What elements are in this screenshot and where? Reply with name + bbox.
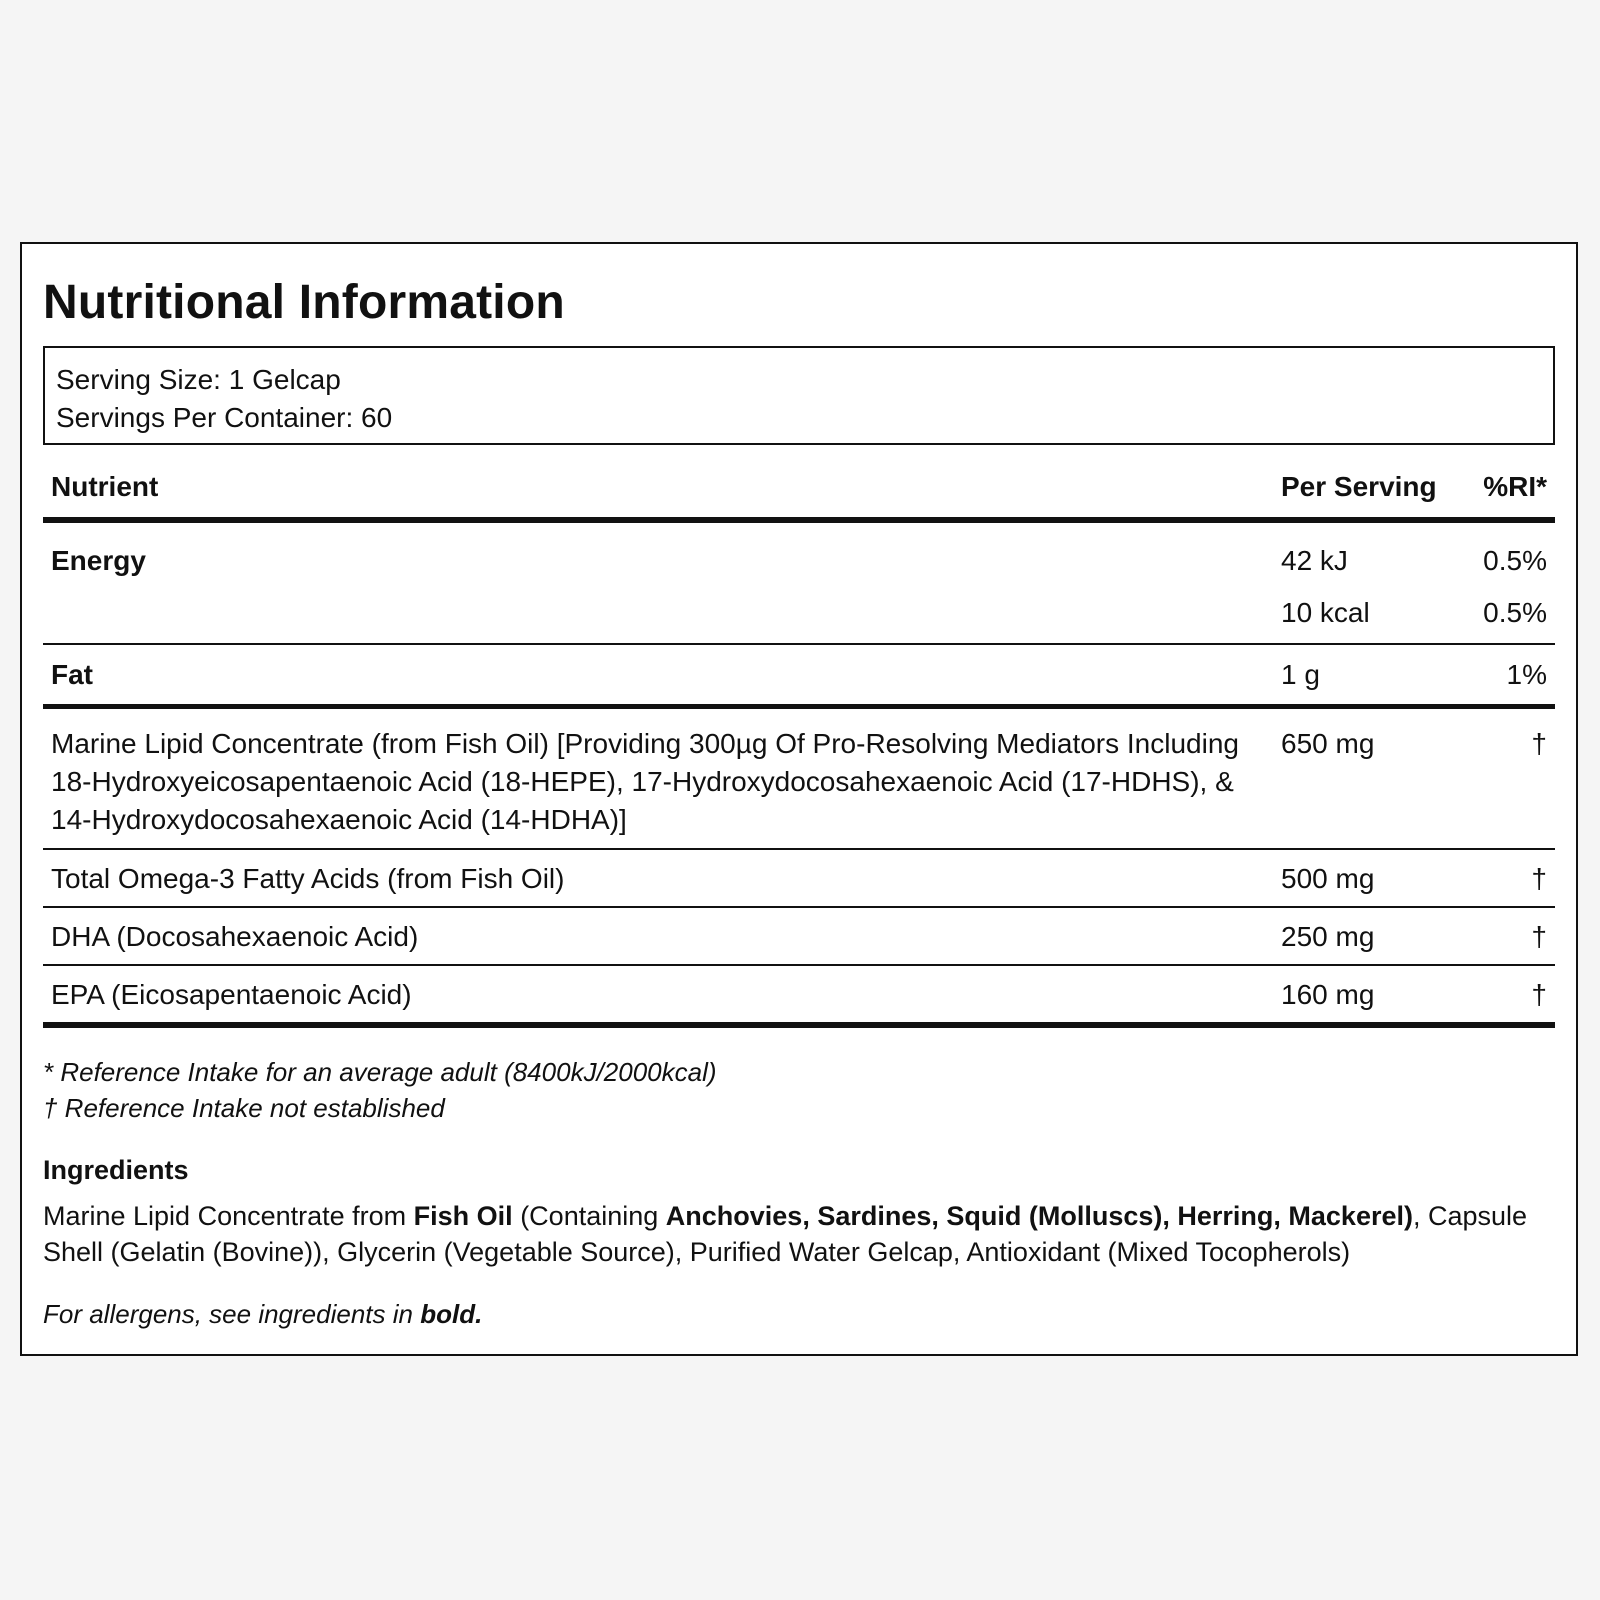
allergen-note [43,1296,1555,1332]
nutrient-ri: † [1455,907,1555,965]
servings-per-container: Servings Per Container: 60 [56,402,393,433]
nutrient-ri: † [1455,849,1555,907]
table-row [43,907,1555,965]
table-row-energy [43,520,1555,579]
table-row-fat [43,644,1555,707]
nutrient-amount: 10 kcal [1281,579,1455,644]
allergen-note-prefix: For allergens, see ingredients in [43,1299,421,1329]
table-row-energy-kcal [43,579,1555,644]
serving-info-box [43,346,1555,445]
nutrition-table [43,467,1555,1028]
nutrient-amount: 250 mg [1281,907,1455,965]
nutrition-panel [20,242,1578,1356]
footnote-ri: * Reference Intake for an average adult (8400kJ/2000kcal) [43,1057,717,1087]
nutrient-name: Total Omega-3 Fatty Acids (from Fish Oil) [43,849,1281,907]
nutrient-name: Energy [51,545,146,576]
serving-size: Serving Size: 1 Gelcap [56,364,341,395]
ingredients-heading: Ingredients [43,1155,189,1185]
nutrient-amount: 42 kJ [1281,545,1348,576]
ingredients-part: (Containing [512,1201,666,1231]
nutrient-amount: 500 mg [1281,849,1455,907]
ingredients-part: Marine Lipid Concentrate from [43,1201,414,1231]
nutrient-ri: † [1455,965,1555,1025]
nutrient-amount: 650 mg [1281,707,1455,850]
table-header-row [43,467,1555,520]
header-per-serving: Per Serving [1281,467,1455,520]
nutrient-ri: 0.5% [1483,545,1547,576]
table-row [43,849,1555,907]
nutrient-ri: † [1455,707,1555,850]
nutrient-ri: 0.5% [1455,579,1555,644]
footnotes [43,1054,1555,1126]
header-ri: %RI* [1455,467,1555,520]
table-row [43,707,1555,850]
ingredients-part: , Capsule Shell (Gelatin (Bovine)), Glycerin (Vegetable Source), Purified Water Gelcap, Antioxidant (Mixed Tocopherols) [43,1201,1528,1267]
nutrient-amount: 1 g [1281,644,1455,707]
table-row [43,965,1555,1025]
ingredients-allergen: Fish Oil [413,1201,513,1231]
header-nutrient: Nutrient [43,467,1281,520]
nutrient-name: Marine Lipid Concentrate (from Fish Oil) [Providing 300µg Of Pro-Resolving Mediators Including 18-Hydroxyeicosapentaenoic Acid (18-HEPE), 17-Hydroxydocosahexaenoic Acid (17-HDHS), & 14-Hydroxydocosahexaenoic Acid (14-HDHA)] [43,707,1281,850]
footnote-not-established: † Reference Intake not established [43,1093,445,1123]
ingredients-text [43,1198,1555,1270]
nutrient-name: Fat [43,644,1281,707]
page-title: Nutritional Information [43,276,565,329]
allergen-note-bold: bold. [420,1299,483,1329]
nutrient-name: EPA (Eicosapentaenoic Acid) [43,965,1281,1025]
nutrient-amount: 160 mg [1281,965,1455,1025]
nutrient-name: DHA (Docosahexaenoic Acid) [43,907,1281,965]
nutrient-ri: 1% [1455,644,1555,707]
ingredients-allergen: Anchovies, Sardines, Squid (Molluscs), Herring, Mackerel) [665,1201,1413,1231]
